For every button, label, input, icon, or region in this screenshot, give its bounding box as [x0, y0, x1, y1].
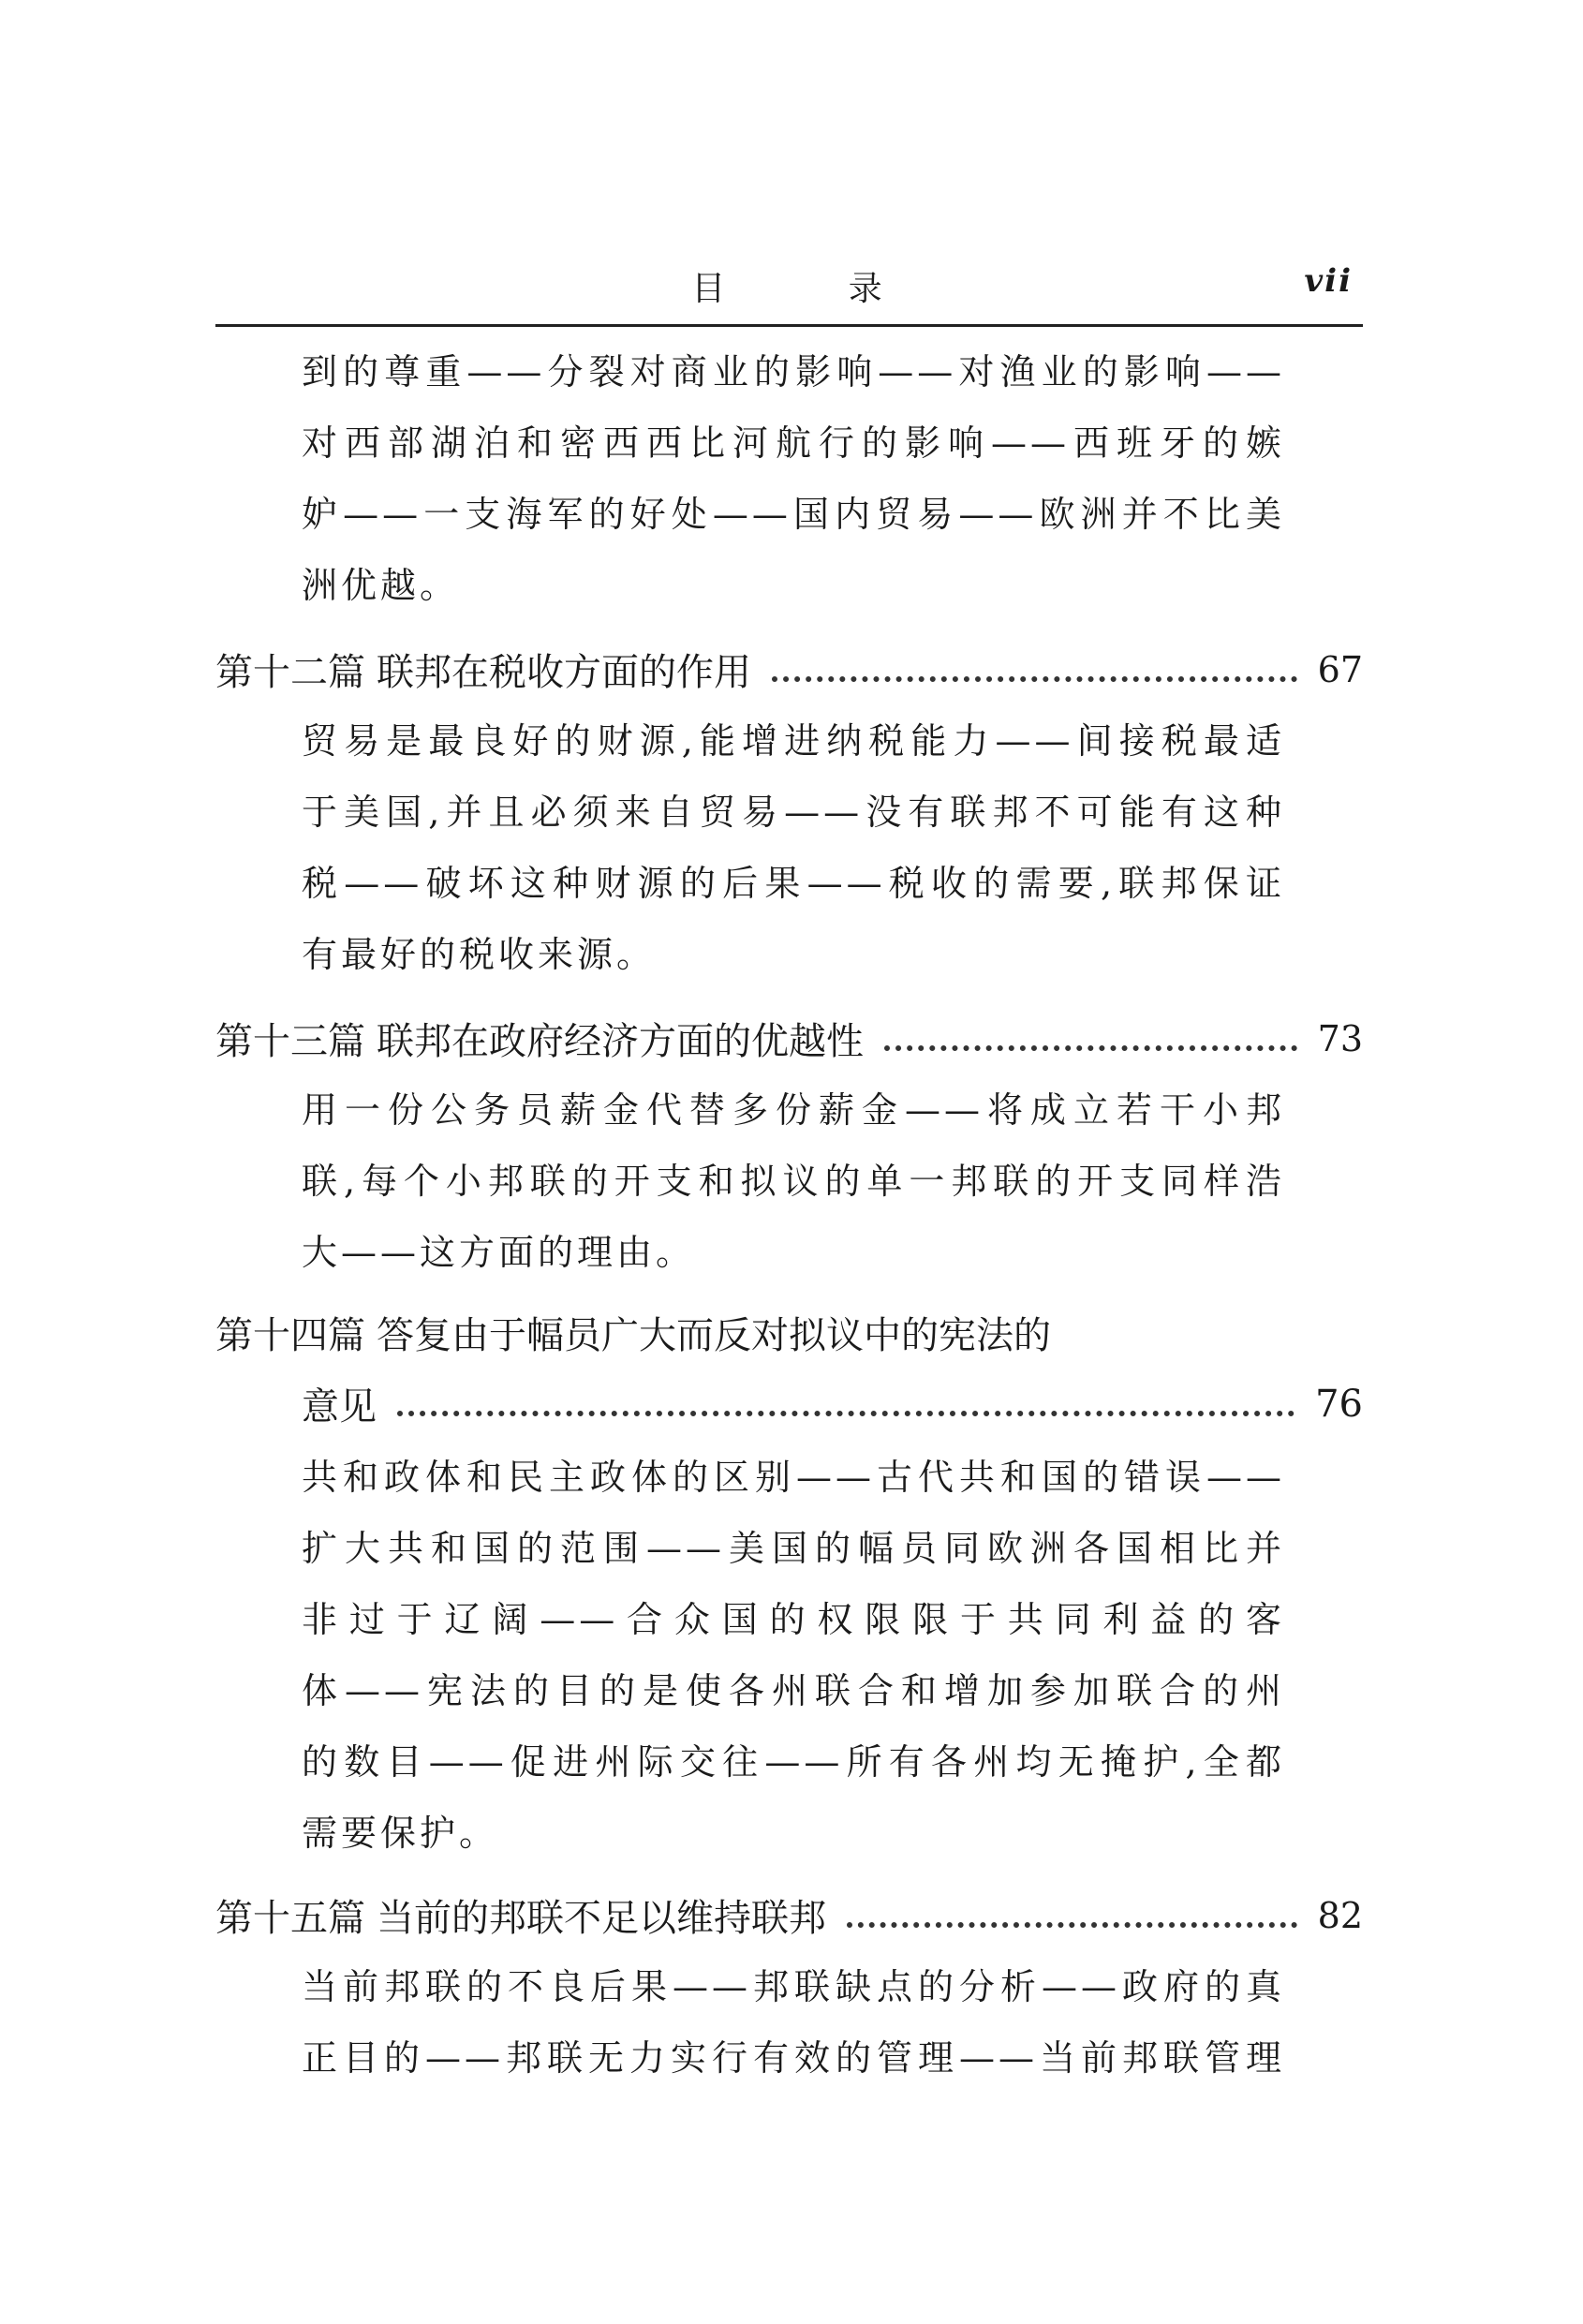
continued-summary-line: 对西部湖泊和密西西比河航行的影响——西班牙的嫉	[302, 422, 1285, 464]
entry-page: 73	[1317, 1017, 1363, 1059]
entry-summary-line: 正目的——邦联无力实行有效的管理——当前邦联管理	[302, 2037, 1285, 2079]
entry-title: 联邦在税收方面的作用	[377, 651, 751, 694]
entry-page: 67	[1317, 648, 1363, 690]
running-header	[215, 262, 1358, 326]
entry-number: 第十四篇	[215, 1314, 365, 1357]
dot-leader	[397, 1403, 1295, 1416]
entry-summary-line: 税——破坏这种财源的后果——税收的需要,联邦保证	[302, 863, 1285, 904]
toc-entry-12[interactable]	[215, 643, 1363, 696]
entry-summary-line: 需要保护。	[302, 1813, 499, 1854]
entry-summary-line: 扩大共和国的范围——美国的幅员同欧洲各国相比并	[302, 1528, 1285, 1569]
entry-number: 第十三篇	[215, 1020, 365, 1063]
section-title: 目 录	[691, 270, 939, 308]
entry-summary-line: 于美国,并且必须来自贸易——没有联邦不可能有这种	[302, 792, 1285, 833]
continued-summary-line: 到的尊重——分裂对商业的影响——对渔业的影响——	[302, 351, 1285, 392]
toc-entry-14[interactable]	[215, 1306, 1363, 1359]
entry-page: 76	[1315, 1382, 1363, 1426]
continued-summary-line: 妒——一支海军的好处——国内贸易——欧洲并不比美	[302, 494, 1285, 535]
toc-entry-15[interactable]	[215, 1888, 1363, 1942]
entry-summary-line: 体——宪法的目的是使各州联合和增加参加联合的州	[302, 1670, 1285, 1711]
entry-summary-line: 的数目——促进州际交往——所有各州均无掩护,全都	[302, 1741, 1285, 1783]
entry-number: 第十五篇	[215, 1897, 365, 1940]
entry-summary-line: 大——这方面的理由。	[302, 1232, 696, 1273]
dot-leader	[847, 1915, 1297, 1928]
continued-summary-line: 洲优越。	[302, 565, 460, 606]
entry-number: 第十二篇	[215, 651, 365, 694]
entry-summary-line: 贸易是最良好的财源,能增进纳税能力——间接税最适	[302, 720, 1285, 762]
toc-entry-14-continued[interactable]	[302, 1377, 1363, 1430]
toc-entry-13[interactable]	[215, 1012, 1363, 1065]
entry-title: 联邦在政府经济方面的优越性	[377, 1020, 864, 1063]
entry-summary-line: 非过于辽阔——合众国的权限限于共同利益的客	[302, 1599, 1285, 1640]
entry-summary-line: 用一份公务员薪金代替多份薪金——将成立若干小邦	[302, 1089, 1285, 1131]
entry-title: 答复由于幅员广大而反对拟议中的宪法的	[377, 1314, 1051, 1357]
entry-page: 82	[1317, 1894, 1363, 1936]
dot-leader	[772, 669, 1297, 682]
entry-title: 当前的邦联不足以维持联邦	[377, 1897, 826, 1940]
entry-summary-line: 联,每个小邦联的开支和拟议的单一邦联的开支同样浩	[302, 1161, 1285, 1202]
page-number: vii	[1304, 262, 1353, 300]
dot-leader	[884, 1038, 1297, 1051]
header-rule	[215, 324, 1363, 327]
entry-title-continued: 意见	[302, 1385, 377, 1428]
entry-summary-line: 有最好的税收来源。	[302, 934, 657, 975]
entry-summary-line: 共和政体和民主政体的区别——古代共和国的错误——	[302, 1457, 1285, 1498]
entry-summary-line: 当前邦联的不良后果——邦联缺点的分析——政府的真	[302, 1966, 1285, 2007]
